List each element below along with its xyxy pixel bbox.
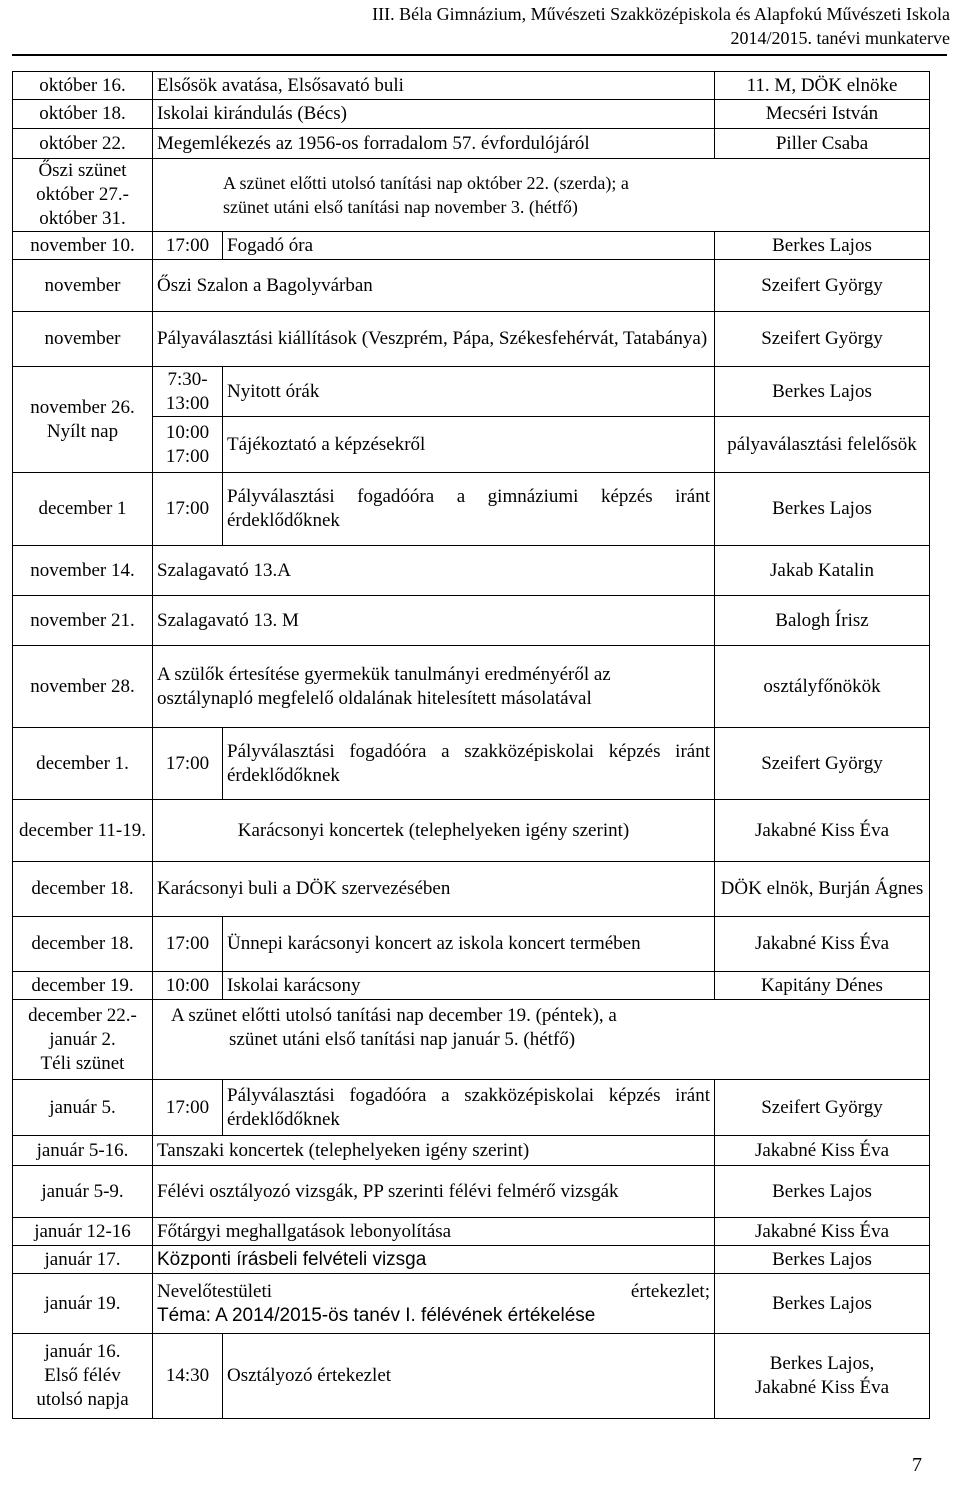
table-row <box>13 312 930 367</box>
event-cell <box>153 159 930 232</box>
event-cell: Pályaválasztási kiállítások (Veszprém, Pápa, Székesfehérvát, Tatabánya) <box>153 312 715 367</box>
event-cell: Osztályozó értekezlet <box>223 1334 715 1419</box>
date-cell: november <box>13 312 153 367</box>
responsible-cell: Berkes Lajos <box>715 232 930 260</box>
break-name: Téli szünet <box>40 1052 125 1074</box>
date-cell: december 1. <box>13 728 153 800</box>
table-row <box>13 546 930 596</box>
semester-label: utolsó napja <box>36 1389 129 1410</box>
responsible-cell: osztályfőnökök <box>715 646 930 728</box>
date-cell <box>13 367 153 473</box>
break-start: december 22.- <box>28 1004 137 1026</box>
break-note-line: szünet utáni első tanítási nap január 5. (hétfő) <box>229 1029 576 1050</box>
table-row <box>13 1246 930 1274</box>
table-row <box>13 1218 930 1246</box>
table-row <box>13 129 930 159</box>
header-school-name: III. Béla Gimnázium, Művészeti Szakközépiskola és Alapfokú Művészeti Iskola <box>372 4 950 24</box>
table-row <box>13 1166 930 1218</box>
time-cell: 17:00 <box>153 473 223 546</box>
event-cell: Karácsonyi buli a DÖK szervezésében <box>153 862 715 917</box>
table-row <box>13 100 930 129</box>
event-cell: Félévi osztályozó vizsgák, PP szerinti félévi felmérő vizsgák <box>153 1166 715 1218</box>
responsible-cell: Berkes Lajos <box>715 1166 930 1218</box>
responsible-cell: Szeifert György <box>715 728 930 800</box>
header-plan-title: 2014/2015. tanévi munkaterve <box>730 28 950 48</box>
event-cell: Főtárgyi meghallgatások lebonyolítása <box>153 1218 715 1246</box>
table-row <box>13 1334 930 1419</box>
responsible-cell: Balogh Írisz <box>715 596 930 646</box>
responsible-cell: Mecséri István <box>715 100 930 129</box>
time-cell: 7:30-13:00 <box>153 367 223 417</box>
event-cell: Nyitott órák <box>223 367 715 417</box>
responsible-cell: Kapitány Dénes <box>715 972 930 1000</box>
table-row <box>13 1136 930 1166</box>
responsible-name: Jakabné Kiss Éva <box>754 1377 890 1398</box>
time-cell: 10:00 17:00 <box>153 417 223 473</box>
table-row <box>13 260 930 312</box>
responsible-cell: Berkes Lajos <box>715 1246 930 1274</box>
break-end: január 2. <box>49 1028 116 1050</box>
event-cell: Ünnepi karácsonyi koncert az iskola koncert termében <box>223 917 715 972</box>
page-number: 7 <box>912 1454 922 1476</box>
date-cell: október 22. <box>13 129 153 159</box>
event-cell: Tanszaki koncertek (telephelyeken igény szerint) <box>153 1136 715 1166</box>
time-cell: 14:30 <box>153 1334 223 1419</box>
date-cell: január 5. <box>13 1080 153 1136</box>
date-cell: december 19. <box>13 972 153 1000</box>
event-cell: Tájékoztató a képzésekről <box>223 417 715 473</box>
date-cell: október 18. <box>13 100 153 129</box>
responsible-cell: Berkes Lajos <box>715 367 930 417</box>
time-cell: 10:00 <box>153 972 223 1000</box>
event-cell: A szülők értesítése gyermekük tanulmányi eredményéről az osztálynapló megfelelő oldalának hitelesített másolatával <box>153 646 715 728</box>
schedule-table <box>12 71 930 1419</box>
meeting-title: Nevelőtestületi értekezlet; <box>157 1280 710 1302</box>
table-row <box>13 1000 930 1080</box>
event-cell: Szalagavató 13. M <box>153 596 715 646</box>
event-cell: Pályválasztási fogadóóra a szakközépiskolai képzés iránt érdeklődőknek <box>223 728 715 800</box>
time-cell: 17:00 <box>153 1080 223 1136</box>
responsible-cell: Piller Csaba <box>715 129 930 159</box>
date-cell: január 12-16 <box>13 1218 153 1246</box>
break-note-line: A szünet előtti utolsó tanítási nap október 22. (szerda); a <box>223 173 629 193</box>
semester-label: Első félév <box>44 1365 121 1386</box>
event-cell: Fogadó óra <box>223 232 715 260</box>
responsible-cell: Szeifert György <box>715 312 930 367</box>
date-cell: november 21. <box>13 596 153 646</box>
break-end: október 31. <box>39 208 126 229</box>
table-row <box>13 159 930 232</box>
date-cell: december 11-19. <box>13 800 153 862</box>
table-row <box>13 728 930 800</box>
table-row <box>13 800 930 862</box>
event-cell: Pályválasztási fogadóóra a szakközépiskolai képzés iránt érdeklődőknek <box>223 1080 715 1136</box>
time-cell: 17:00 <box>153 917 223 972</box>
date-cell: január 19. <box>13 1274 153 1334</box>
date-cell <box>13 159 153 232</box>
event-cell: Karácsonyi koncertek (telephelyeken igény szerint) <box>153 800 715 862</box>
event-cell: Őszi Szalon a Bagolyvárban <box>153 260 715 312</box>
table-row <box>13 72 930 100</box>
table-row <box>13 367 930 417</box>
date-cell: november 28. <box>13 646 153 728</box>
date-cell: december 18. <box>13 917 153 972</box>
responsible-cell: Berkes Lajos <box>715 473 930 546</box>
table-row <box>13 917 930 972</box>
date-cell: november 10. <box>13 232 153 260</box>
date-cell <box>13 1000 153 1080</box>
time-cell: 17:00 <box>153 232 223 260</box>
table-row <box>13 972 930 1000</box>
event-cell: Pályválasztási fogadóóra a gimnáziumi képzés iránt érdeklődőknek <box>223 473 715 546</box>
responsible-cell <box>715 1334 930 1419</box>
date-cell: január 17. <box>13 1246 153 1274</box>
responsible-cell: 11. M, DÖK elnöke <box>715 72 930 100</box>
table-row <box>13 232 930 260</box>
semester-end-date: január 16. <box>44 1341 121 1362</box>
date-cell: december 18. <box>13 862 153 917</box>
date-cell <box>13 1334 153 1419</box>
event-cell: Szalagavató 13.A <box>153 546 715 596</box>
table-row <box>13 646 930 728</box>
responsible-cell: Jakabné Kiss Éva <box>715 800 930 862</box>
responsible-cell: pályaválasztási felelősök <box>715 417 930 473</box>
event-cell: Megemlékezés az 1956-os forradalom 57. évfordulójáról <box>153 129 715 159</box>
table-row <box>13 596 930 646</box>
open-day-label: Nyílt nap <box>46 420 119 442</box>
date-cell: január 5-9. <box>13 1166 153 1218</box>
table-row <box>13 1080 930 1136</box>
responsible-name: Berkes Lajos, <box>769 1353 875 1374</box>
event-cell: Központi írásbeli felvételi vizsga <box>153 1246 715 1274</box>
responsible-cell: Szeifert György <box>715 1080 930 1136</box>
break-name: Őszi szünet <box>38 160 127 181</box>
date-cell: november <box>13 260 153 312</box>
header-rule <box>12 54 947 56</box>
event-cell <box>153 1000 930 1080</box>
responsible-cell: Jakab Katalin <box>715 546 930 596</box>
event-cell: Iskolai karácsony <box>223 972 715 1000</box>
responsible-cell: Jakabné Kiss Éva <box>715 1136 930 1166</box>
date-cell: január 5-16. <box>13 1136 153 1166</box>
event-cell: Elsősök avatása, Elsősavató buli <box>153 72 715 100</box>
date-cell: november 14. <box>13 546 153 596</box>
date-cell: október 16. <box>13 72 153 100</box>
time-cell: 17:00 <box>153 728 223 800</box>
table-row <box>13 473 930 546</box>
event-cell <box>153 1274 715 1334</box>
responsible-cell: Jakabné Kiss Éva <box>715 917 930 972</box>
meeting-topic: Téma: A 2014/2015-ös tanév I. félévének értékelése <box>157 1304 596 1326</box>
responsible-cell: DÖK elnök, Burján Ágnes <box>715 862 930 917</box>
table-row <box>13 1274 930 1334</box>
open-day-date: november 26. <box>30 396 135 418</box>
event-cell: Iskolai kirándulás (Bécs) <box>153 100 715 129</box>
break-note-line: szünet utáni első tanítási nap november 3. (hétfő) <box>223 197 578 217</box>
responsible-cell: Jakabné Kiss Éva <box>715 1218 930 1246</box>
table-row <box>13 862 930 917</box>
responsible-cell: Berkes Lajos <box>715 1274 930 1334</box>
date-cell: december 1 <box>13 473 153 546</box>
responsible-cell: Szeifert György <box>715 260 930 312</box>
break-start: október 27.- <box>36 184 129 205</box>
break-note-line: A szünet előtti utolsó tanítási nap december 19. (péntek), a <box>171 1005 617 1026</box>
